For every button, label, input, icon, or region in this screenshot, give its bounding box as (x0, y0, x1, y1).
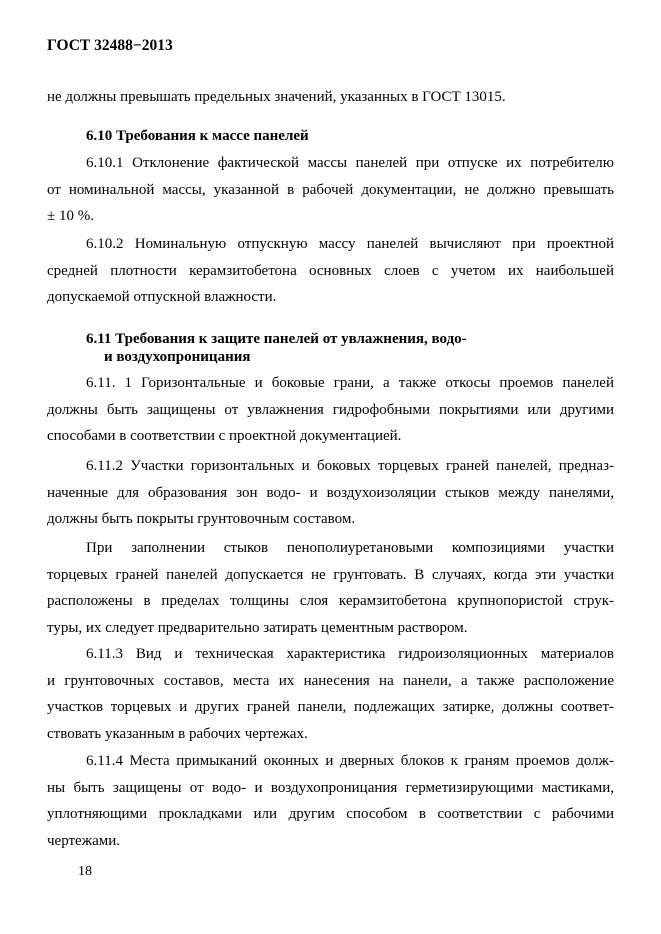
text-line: и грунтовочных составов, места их нанесения на панели, а также расположение (47, 672, 614, 689)
text-line: При заполнении стыков пенополиуретановыми композициями участки (86, 540, 614, 556)
section-6-11-heading (86, 330, 467, 366)
paragraph-6-11-4 (47, 748, 614, 854)
paragraph-6-11-2 (47, 453, 614, 533)
heading-line: и воздухопроницания (104, 349, 251, 365)
paragraph-6-11-3 (47, 641, 614, 747)
paragraph-6-11-1 (47, 370, 614, 450)
intro-paragraph (47, 84, 614, 111)
text-line: участков торцевых и других граней панели, подлежащих затирке, должны соответ- (47, 699, 614, 715)
page-number: 18 (78, 864, 92, 879)
text-line: средней плотности керамзитобетона основных слоев с учетом их наибольшей (47, 262, 614, 279)
text-line: от номинальной массы, указанной в рабочей документации, не должно превышать (47, 181, 614, 198)
text-line: 6.10.2 Номинальную отпускную массу панелей вычисляют при проектной (86, 236, 614, 252)
text-line: 6.11.4 Места примыканий оконных и дверных блоков к граням проемов долж- (86, 753, 614, 769)
text-line: торцевых граней панелей допускается не грунтовать. В случаях, когда эти участки (47, 566, 614, 583)
text-line: чертежами. (47, 832, 121, 849)
paragraph-6-11-2-cont (47, 535, 614, 641)
text-line: допускаемой отпускной влажности. (47, 289, 277, 305)
paragraph-6-10-1 (47, 150, 614, 230)
text-line: способами в соответствии с проектной документацией. (47, 428, 402, 444)
text-line: туры, их следует предварительно затирать цементным раствором. (47, 619, 468, 636)
text-line: 6.11. 1 Горизонтальные и боковые грани, а также откосы проемов панелей (86, 375, 614, 391)
text-line: 6.11.3 Вид и техническая характеристика гидроизоляционных материалов (86, 646, 614, 662)
heading-line: 6.11 Требования к защите панелей от увлажнения, водо- (86, 331, 467, 347)
section-6-10-heading: 6.10 Требования к массе панелей (86, 128, 309, 144)
text-line: не должны превышать предельных значений, указанных в ГОСТ 13015. (47, 89, 506, 105)
text-line: ствовать указанным в рабочих чертежах. (47, 725, 308, 742)
text-line: расположены в пределах толщины слоя керамзитобетона крупнопористой струк- (47, 593, 614, 609)
text-line: 6.11.2 Участки горизонтальных и боковых торцевых граней панелей, предназ- (86, 458, 614, 474)
text-line: ± 10 %. (47, 208, 94, 224)
text-line: наченные для образования зон водо- и воздухоизоляции стыков между панелями, (47, 484, 614, 501)
document-code: ГОСТ 32488−2013 (47, 37, 173, 54)
text-line: ны быть защищены от водо- и воздухопроницания герметизирующими мастиками, (47, 779, 614, 796)
text-line: должны быть покрыты грунтовочным составом. (47, 511, 356, 527)
text-line: должны быть защищены от увлажнения гидрофобными покрытиями или другими (47, 401, 614, 418)
text-line: уплотняющими прокладками или другим способом в соответствии с рабочими (47, 806, 614, 822)
text-line: 6.10.1 Отклонение фактической массы панелей при отпуске их потребителю (86, 155, 614, 171)
paragraph-6-10-2 (47, 231, 614, 311)
